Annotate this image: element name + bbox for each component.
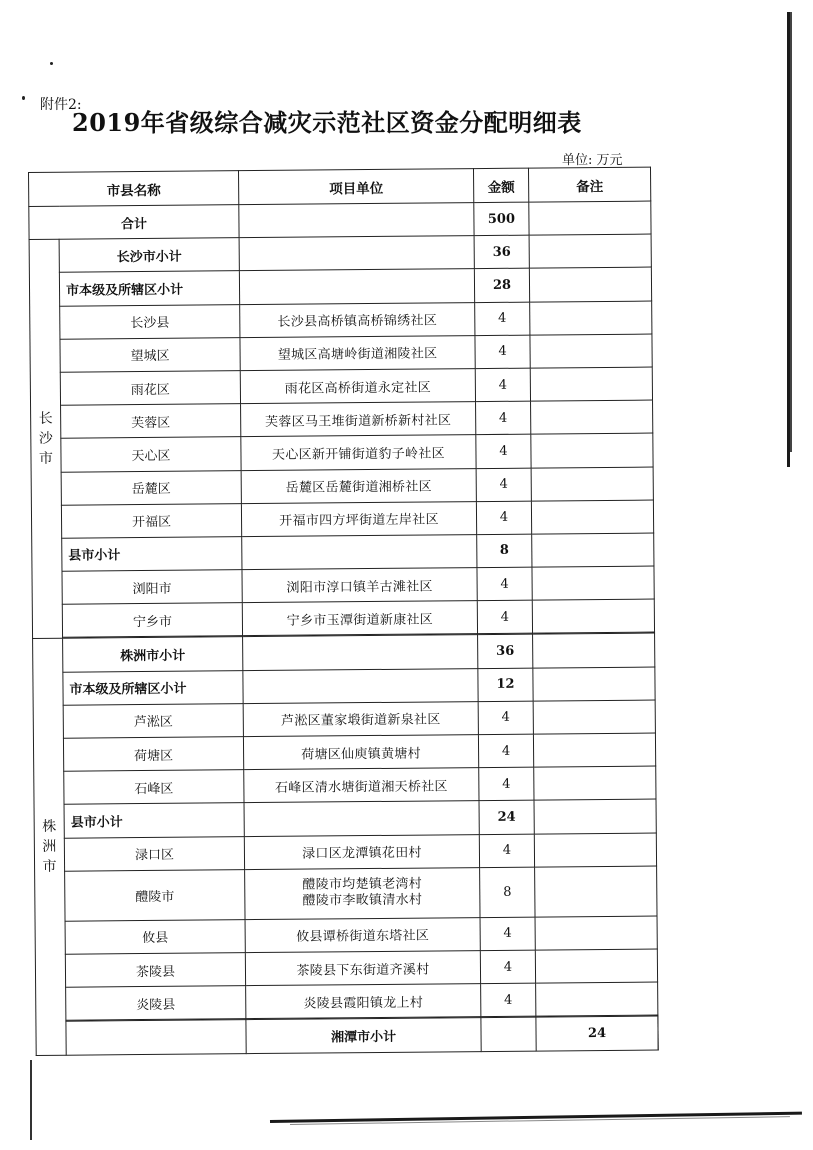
project-line: 醴陵市李畋镇清水村 (302, 892, 423, 909)
amount-cell: 8 (477, 534, 532, 568)
project-cell: 石峰区清水塘街道湘天桥社区 (244, 768, 479, 803)
region-cell: 开福区 (61, 503, 241, 538)
project-cell (239, 269, 474, 304)
amount-cell: 4 (479, 767, 534, 801)
note-cell (533, 667, 655, 701)
scan-speck (22, 96, 25, 100)
note-cell (533, 700, 655, 734)
project-cell: 天心区新开铺街道豹子岭社区 (241, 435, 476, 470)
county-subtotal-label: 县市小计 (62, 537, 242, 572)
region-cell: 芙蓉区 (61, 404, 241, 439)
table-row (31, 467, 653, 506)
amount-cell: 4 (481, 983, 536, 1017)
project-cell: 浏阳市淳口镇羊古滩社区 (242, 568, 477, 603)
region-cell: 渌口区 (64, 836, 244, 871)
note-cell (531, 433, 653, 467)
note-cell (531, 400, 653, 434)
scan-edge-left (30, 1060, 32, 1140)
amount-cell: 4 (475, 368, 530, 402)
project-cell (239, 236, 474, 271)
table-row (31, 400, 653, 439)
subtotal-row (32, 533, 654, 572)
project-cell: 宁乡市玉潭街道新康社区 (242, 601, 477, 636)
table-row (32, 599, 654, 638)
amount-cell: 24 (536, 1016, 658, 1050)
region-cell: 望城区 (60, 337, 240, 372)
note-cell (534, 833, 656, 867)
note-cell (535, 916, 657, 950)
amount-cell: 4 (477, 567, 532, 601)
col-header-region: 市县名称 (29, 171, 239, 207)
unit-label: 单位: 万元 (562, 153, 623, 168)
project-cell: 芦淞区董家塅街道新泉社区 (243, 701, 478, 736)
amount-cell: 28 (474, 269, 529, 303)
amount-cell: 4 (478, 701, 533, 735)
project-cell: 炎陵县霞阳镇龙上村 (246, 984, 481, 1019)
note-cell (531, 467, 653, 501)
project-cell: 芙蓉区马王堆街道新桥新村社区 (241, 402, 476, 437)
project-cell: 荷塘区仙庾镇黄塘村 (243, 735, 478, 770)
project-cell: 长沙县高桥镇高桥锦绣社区 (240, 302, 475, 337)
amount-cell: 36 (478, 635, 533, 669)
note-cell (534, 799, 656, 833)
note-cell (530, 301, 652, 335)
project-cell (481, 1017, 536, 1051)
document-title: 2019年省级综合减灾示范社区资金分配明细表 (72, 108, 582, 137)
note-cell (532, 533, 654, 567)
amount-cell: 4 (477, 600, 532, 634)
region-cell: 浏阳市 (62, 570, 242, 605)
table-row (30, 367, 652, 406)
amount-cell: 36 (474, 235, 529, 269)
project-cell (242, 534, 477, 569)
table-row (31, 500, 653, 539)
city-label-xiangtan (66, 1020, 246, 1055)
total-note (529, 201, 651, 235)
allocation-table (28, 167, 659, 1056)
note-cell (530, 334, 652, 368)
total-label: 合计 (29, 205, 239, 240)
project-cell: 岳麓区岳麓街道湘桥社区 (241, 468, 476, 503)
table-row (30, 334, 652, 373)
project-cell: 茶陵县下东街道齐溪村 (245, 951, 480, 986)
note-cell (529, 234, 651, 268)
region-cell: 天心区 (61, 437, 241, 472)
region-cell: 醴陵市 (65, 869, 245, 921)
amount-cell: 4 (476, 468, 531, 502)
region-cell: 芦淞区 (63, 703, 243, 738)
note-cell (532, 599, 654, 633)
project-cell: 开福市四方坪街道左岸社区 (241, 501, 476, 536)
total-row (29, 201, 651, 240)
col-header-amount: 金额 (473, 168, 528, 202)
city-label-zhuzhou (33, 639, 67, 1055)
subtotal-row (33, 633, 655, 672)
city-subtotal-label: 长沙市小计 (59, 238, 239, 273)
table-row (35, 949, 657, 988)
district-subtotal-label: 市本级及所辖区小计 (59, 271, 239, 306)
project-cell: 望城区高塘岭街道湘陵社区 (240, 335, 475, 370)
subtotal-row (33, 667, 655, 706)
amount-cell: 24 (479, 800, 534, 834)
county-subtotal-label: 县市小计 (64, 803, 244, 838)
subtotal-row (29, 267, 651, 306)
total-project (239, 203, 474, 238)
header-row (29, 167, 651, 206)
city-subtotal-label: 株洲市小计 (63, 637, 243, 672)
amount-cell: 4 (480, 917, 535, 951)
note-cell (536, 982, 658, 1016)
table-row (33, 733, 655, 772)
table-row (31, 433, 653, 472)
table-row (35, 866, 657, 921)
district-subtotal-label: 市本级及所辖区小计 (63, 670, 243, 705)
project-cell (244, 801, 479, 836)
note-cell (532, 566, 654, 600)
table-row (34, 766, 656, 805)
project-line: 醴陵市均楚镇老湾村 (302, 876, 423, 893)
table-row (33, 700, 655, 739)
project-cell (245, 867, 480, 919)
scan-speck (50, 62, 53, 65)
table-row (32, 566, 654, 605)
city-name: 长沙市 (38, 410, 54, 468)
city-label-changsha (29, 239, 62, 638)
note-cell (530, 367, 652, 401)
table-row (36, 982, 658, 1021)
region-cell: 炎陵县 (66, 986, 246, 1021)
project-cell (243, 668, 478, 703)
project-cell (243, 635, 478, 670)
total-amount: 500 (474, 202, 529, 236)
attachment-label: 附件2: (40, 97, 82, 113)
subtotal-row (36, 1016, 658, 1055)
amount-cell: 12 (478, 668, 533, 702)
amount-cell: 4 (480, 950, 535, 984)
amount-cell: 4 (479, 834, 534, 868)
region-cell: 长沙县 (60, 304, 240, 339)
city-name: 株洲市 (42, 818, 57, 876)
region-cell: 宁乡市 (62, 603, 242, 638)
amount-cell: 4 (475, 302, 530, 336)
subtotal-row (29, 234, 651, 273)
region-cell: 茶陵县 (65, 953, 245, 988)
region-cell: 荷塘区 (63, 737, 243, 772)
project-cell: 雨花区高桥街道永定社区 (240, 369, 475, 404)
note-cell (529, 267, 651, 301)
city-subtotal-label: 湘潭市小计 (246, 1018, 481, 1053)
region-cell: 石峰区 (64, 770, 244, 805)
col-header-note: 备注 (528, 167, 650, 202)
amount-cell: 4 (476, 434, 531, 468)
note-cell (531, 500, 653, 534)
region-cell: 岳麓区 (61, 470, 241, 505)
amount-cell: 4 (478, 734, 533, 768)
note-cell (534, 766, 656, 800)
table-row (35, 916, 657, 955)
region-cell: 攸县 (65, 919, 245, 954)
amount-cell: 4 (476, 501, 531, 535)
col-header-project: 项目单位 (238, 169, 473, 205)
note-cell (535, 866, 657, 917)
amount-cell: 4 (476, 401, 531, 435)
note-cell (533, 633, 655, 667)
table-row (30, 301, 652, 340)
allocation-table-wrapper (28, 167, 658, 1056)
table-row (34, 833, 656, 872)
region-cell: 雨花区 (60, 371, 240, 406)
project-cell: 攸县谭桥街道东塔社区 (245, 917, 480, 952)
subtotal-row (34, 799, 656, 838)
scan-edge-right (790, 12, 792, 452)
note-cell (535, 949, 657, 983)
amount-cell: 4 (475, 335, 530, 369)
note-cell (533, 733, 655, 767)
project-cell: 渌口区龙潭镇花田村 (244, 834, 479, 869)
amount-cell: 8 (480, 867, 535, 917)
